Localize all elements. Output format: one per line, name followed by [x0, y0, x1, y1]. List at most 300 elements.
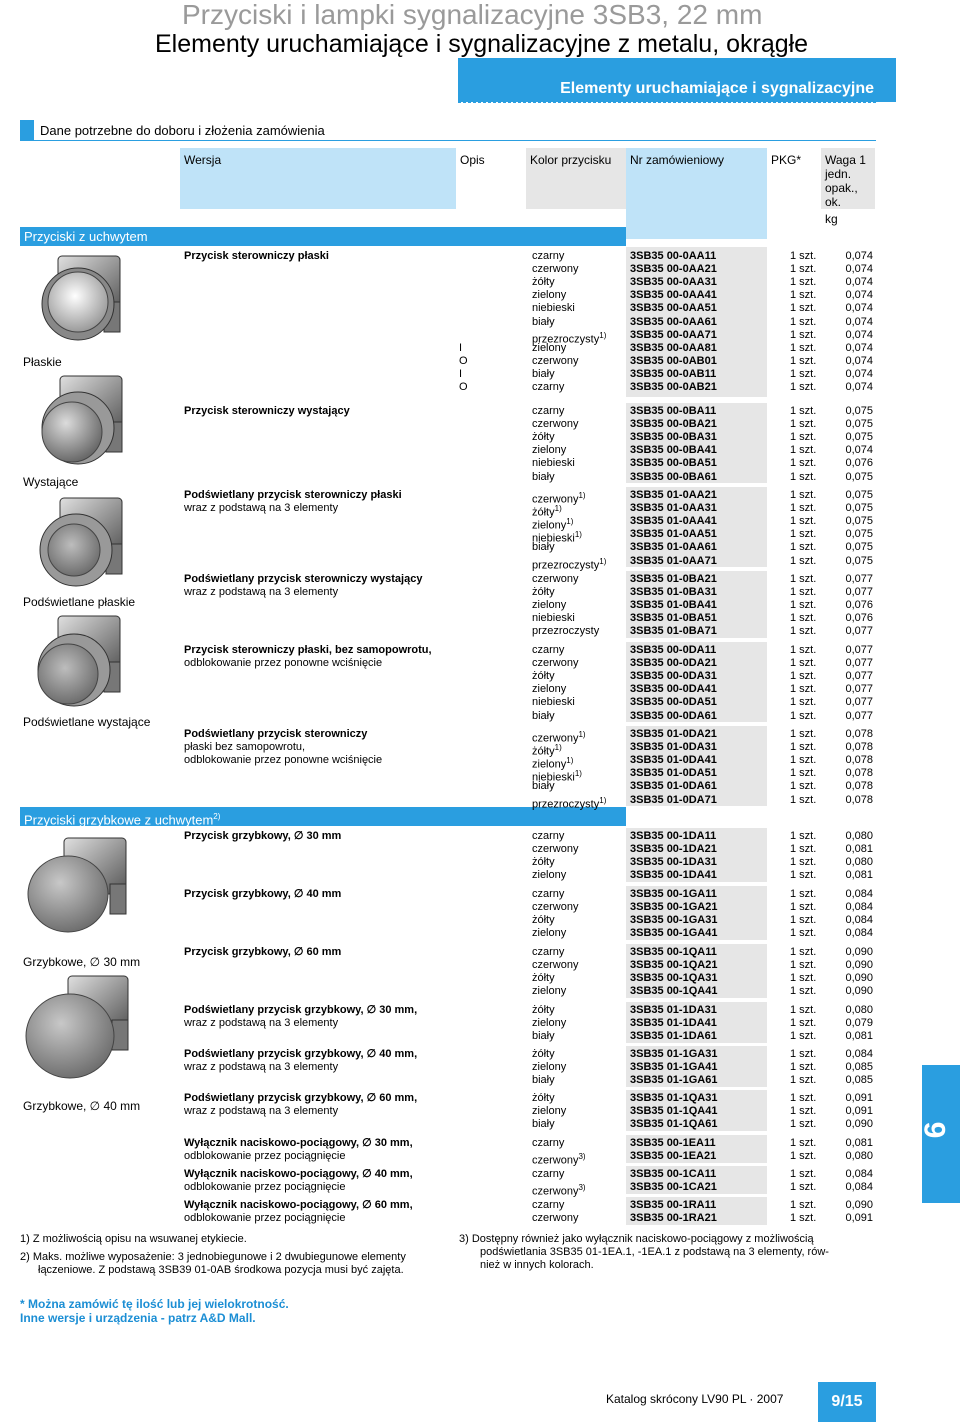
row-description: wraz z podstawą na 3 elementy: [184, 1061, 339, 1074]
row-pkg: 1 szt.: [790, 1181, 817, 1194]
row-pkg: 1 szt.: [790, 683, 817, 696]
row-pkg: 1 szt.: [790, 830, 817, 842]
table-row: [0, 1199, 960, 1212]
row-description: Podświetlany przycisk grzybkowy, ∅ 30 mm,: [184, 1004, 418, 1016]
row-pkg: 1 szt.: [790, 972, 817, 985]
page-number: 9/15: [818, 1382, 876, 1422]
row-weight: 0,090: [845, 972, 873, 985]
row-order-number: 3SB35 00-0BA61: [630, 470, 717, 483]
row-color: niebieski: [532, 612, 575, 625]
nr-col-header-fill: [626, 209, 767, 239]
row-order-number: 3SB35 01-1DA31: [630, 1004, 717, 1016]
row-order-number: 3SB35 01-1QA61: [630, 1118, 718, 1131]
row-color-footnote: 3): [578, 1183, 586, 1193]
row-color-footnote: 1): [554, 504, 562, 514]
row-pkg: 1 szt.: [790, 901, 817, 914]
chapter-tab: [917, 1065, 960, 1203]
row-pkg: 1 szt.: [790, 612, 817, 625]
row-weight: 0,077: [845, 696, 873, 709]
table-row: [0, 612, 960, 625]
row-description: Przycisk grzybkowy, ∅ 40 mm: [184, 888, 342, 900]
row-color: czarny: [532, 644, 565, 656]
row-pkg: 1 szt.: [790, 767, 817, 780]
row-pkg: 1 szt.: [790, 1150, 817, 1163]
table-row: [0, 1048, 960, 1061]
row-color: biały: [532, 367, 555, 380]
row-color: czarny: [532, 946, 565, 958]
row-pkg: 1 szt.: [790, 381, 817, 393]
table-row: [0, 355, 960, 368]
row-color: biały: [532, 780, 555, 793]
row-order-number: 3SB35 01-0DA31: [630, 741, 717, 754]
row-order-number: 3SB35 00-0BA31: [630, 431, 717, 444]
row-pkg: 1 szt.: [790, 418, 817, 431]
row-color: żółty: [532, 1048, 555, 1060]
row-order-number: 3SB35 01-1GA61: [630, 1074, 718, 1087]
row-order-number: 3SB35 00-0AA71: [630, 328, 717, 341]
table-row: [0, 1092, 960, 1105]
row-weight: 0,090: [845, 946, 873, 958]
row-weight: 0,077: [845, 709, 873, 722]
row-pkg: 1 szt.: [790, 754, 817, 767]
row-description: wraz z podstawą na 3 elementy: [184, 1017, 339, 1030]
row-order-number: 3SB35 00-0AA61: [630, 315, 717, 328]
row-order-number: 3SB35 00-0AA51: [630, 302, 717, 315]
row-weight: 0,081: [845, 1030, 873, 1043]
table-row: [0, 644, 960, 657]
table-row: [0, 670, 960, 683]
row-pkg: 1 szt.: [790, 1017, 817, 1030]
table-row: [0, 418, 960, 431]
chapter-banner-label: Elementy uruchamiające i sygnalizacyjne: [560, 80, 874, 97]
row-color-label: czerwony: [532, 1185, 579, 1198]
row-color: zielony: [532, 683, 567, 696]
row-order-number: 3SB35 00-1DA41: [630, 869, 717, 882]
row-color: żółty: [532, 1092, 555, 1104]
table-row: [0, 586, 960, 599]
row-pkg: 1 szt.: [790, 444, 817, 457]
row-weight: 0,080: [845, 856, 873, 869]
row-color: czerwony: [532, 657, 579, 670]
row-pkg: 1 szt.: [790, 263, 817, 276]
table-row: [0, 793, 960, 811]
col-header-waga-unit: kg: [825, 212, 838, 226]
page-title: Elementy uruchamiające i sygnalizacyjne z metalu, okrągłe: [155, 30, 809, 58]
table-row: [0, 843, 960, 856]
table-row: [0, 444, 960, 457]
row-weight: 0,075: [845, 418, 873, 431]
row-weight: 0,074: [845, 302, 873, 315]
table-row: [0, 914, 960, 927]
table-row: [0, 328, 960, 346]
row-pkg: 1 szt.: [790, 573, 817, 585]
row-weight: 0,081: [845, 869, 873, 882]
category-grzybkowe-label: Przyciski grzybkowe z uchwytem: [24, 812, 214, 828]
row-order-number: 3SB35 01-1GA41: [630, 1061, 718, 1074]
table-row: [0, 985, 960, 998]
row-order-number: 3SB35 00-0AA41: [630, 289, 717, 302]
row-color: [532, 1150, 586, 1168]
row-color: czarny: [532, 1137, 565, 1149]
table-row: [0, 289, 960, 302]
row-order-number: 3SB35 00-1GA31: [630, 914, 718, 927]
row-order-number: 3SB35 00-0BA11: [630, 405, 717, 417]
row-order-number: 3SB35 00-0AA21: [630, 263, 717, 276]
table-row: [0, 554, 960, 572]
row-weight: 0,074: [845, 367, 873, 380]
banner-rule: [458, 102, 876, 103]
order-note-line1: * Można zamówić tę ilość lub jej wielokrotność.: [20, 1297, 289, 1311]
row-pkg: 1 szt.: [790, 657, 817, 670]
table-row: [0, 381, 960, 394]
row-color: biały: [532, 315, 555, 328]
row-color: czarny: [532, 381, 565, 393]
table-row: [0, 901, 960, 914]
row-pkg: 1 szt.: [790, 528, 817, 541]
section-marker: [20, 120, 34, 140]
row-pkg: 1 szt.: [790, 1074, 817, 1087]
row-description: Podświetlany przycisk sterowniczy wystający: [184, 573, 423, 585]
row-order-number: 3SB35 00-1DA21: [630, 843, 717, 856]
row-color: czerwony: [532, 263, 579, 276]
row-color-footnote: 1): [574, 769, 582, 779]
table-row: [0, 1212, 960, 1225]
row-order-number: 3SB35 00-0AA31: [630, 276, 717, 289]
table-row: [0, 263, 960, 276]
row-order-number: 3SB35 00-1EA11: [630, 1137, 716, 1149]
row-weight: 0,077: [845, 670, 873, 683]
row-weight: 0,075: [845, 489, 873, 501]
row-order-number: 3SB35 00-0DA41: [630, 683, 717, 696]
row-color: zielony: [532, 985, 567, 998]
row-weight: 0,075: [845, 502, 873, 515]
row-pkg: 1 szt.: [790, 696, 817, 709]
row-weight: 0,077: [845, 573, 873, 585]
table-row: [0, 710, 960, 723]
row-color: zielony: [532, 1017, 567, 1030]
row-weight: 0,079: [845, 1017, 873, 1030]
row-order-number: 3SB35 01-1DA41: [630, 1017, 717, 1030]
side-label-plaskie: Płaskie: [23, 355, 62, 369]
row-pkg: 1 szt.: [790, 470, 817, 483]
row-description: Przycisk grzybkowy, ∅ 30 mm: [184, 830, 342, 842]
table-row: [0, 405, 960, 418]
row-order-number: 3SB35 00-1QA31: [630, 972, 718, 985]
row-color: czerwony: [532, 573, 579, 585]
row-color-label: żółty: [532, 745, 555, 758]
row-order-number: 3SB35 01-0DA21: [630, 728, 717, 740]
row-color-label: zielony: [532, 519, 567, 532]
page-title-grey: Przyciski i lampki sygnalizacyjne 3SB3, 22 mm: [182, 0, 763, 30]
row-color: żółty: [532, 586, 555, 599]
row-order-number: 3SB35 01-1DA61: [630, 1030, 717, 1043]
row-order-number: 3SB35 01-1QA41: [630, 1105, 718, 1118]
row-description: odblokowanie przez ponowne wciśnięcie: [184, 657, 383, 670]
table-row: [0, 741, 960, 758]
row-description: Podświetlany przycisk grzybkowy, ∅ 40 mm,: [184, 1048, 418, 1060]
row-order-number: 3SB35 00-1EA21: [630, 1150, 717, 1163]
row-color: niebieski: [532, 302, 575, 315]
row-weight: 0,080: [845, 1150, 873, 1163]
row-weight: 0,075: [845, 528, 873, 541]
row-weight: 0,076: [845, 599, 873, 612]
row-color: czarny: [532, 1199, 565, 1211]
row-color: czerwony: [532, 418, 579, 431]
table-row: [0, 302, 960, 315]
col-header-kolor: Kolor przycisku: [526, 148, 626, 209]
row-order-number: 3SB35 00-0AA11: [630, 250, 717, 262]
row-pkg: 1 szt.: [790, 959, 817, 972]
row-order-number: 3SB35 00-1CA11: [630, 1168, 717, 1180]
table-row: [0, 625, 960, 638]
row-pkg: 1 szt.: [790, 1048, 817, 1060]
row-pkg: 1 szt.: [790, 1168, 817, 1180]
footnote-3-cont2: nież w innych kolorach.: [480, 1259, 594, 1271]
row-color-footnote: 3): [578, 1152, 586, 1162]
row-opis: I: [459, 341, 463, 354]
row-order-number: 3SB35 00-1QA21: [630, 959, 718, 972]
row-color: zielony: [532, 599, 567, 612]
row-color: czerwony: [532, 354, 579, 367]
row-order-number: 3SB35 00-0BA21: [630, 418, 717, 431]
row-color: zielony: [532, 1105, 567, 1118]
table-row: [0, 368, 960, 381]
table-row: [0, 431, 960, 444]
row-color-footnote: 1): [578, 491, 586, 500]
order-note: [20, 1297, 289, 1325]
row-weight: 0,084: [845, 1048, 873, 1060]
row-color-footnote: 1): [578, 730, 586, 739]
row-weight: 0,076: [845, 612, 873, 625]
row-weight: 0,078: [845, 767, 873, 780]
row-order-number: 3SB35 01-0AA21: [630, 489, 717, 501]
col-header-opis: Opis: [460, 153, 485, 167]
row-pkg: 1 szt.: [790, 554, 817, 567]
table-row: [0, 696, 960, 709]
col-header-wersja: Wersja: [180, 148, 456, 209]
row-weight: 0,075: [845, 515, 873, 528]
row-pkg: 1 szt.: [790, 489, 817, 501]
row-pkg: 1 szt.: [790, 780, 817, 793]
row-color-footnote: 1): [554, 743, 562, 753]
col-header-waga-label: Waga 1 jedn. opak., ok.: [825, 153, 866, 209]
row-order-number: 3SB35 01-0BA41: [630, 599, 717, 612]
row-weight: 0,077: [845, 644, 873, 656]
row-weight: 0,074: [845, 341, 873, 354]
row-pkg: 1 szt.: [790, 1105, 817, 1118]
row-weight: 0,084: [845, 1181, 873, 1194]
row-description: Wyłącznik naciskowo-pociągowy, ∅ 40 mm,: [184, 1168, 413, 1180]
row-pkg: 1 szt.: [790, 457, 817, 470]
row-color-label: przezroczysty: [532, 333, 600, 346]
row-color-label: czerwony: [532, 1154, 579, 1167]
row-color-footnote: 1): [566, 517, 574, 527]
table-row: [0, 946, 960, 959]
row-pkg: 1 szt.: [790, 541, 817, 554]
side-label-podswietlane-wystajace: Podświetlane wystające: [23, 715, 151, 729]
row-order-number: 3SB35 00-0DA31: [630, 670, 717, 683]
table-row: [0, 869, 960, 882]
row-weight: 0,078: [845, 741, 873, 754]
row-color: biały: [532, 541, 555, 554]
row-weight: 0,091: [845, 1092, 873, 1104]
row-order-number: 3SB35 00-1CA21: [630, 1181, 717, 1194]
section-header: [20, 120, 876, 141]
row-description: Podświetlany przycisk grzybkowy, ∅ 60 mm,: [184, 1092, 418, 1104]
row-color-label: zielony: [532, 758, 567, 771]
row-weight: 0,080: [845, 830, 873, 842]
side-label-podswietlane-plaskie: Podświetlane płaskie: [23, 595, 136, 609]
row-pkg: 1 szt.: [790, 1212, 817, 1225]
row-pkg: 1 szt.: [790, 927, 817, 940]
row-pkg: 1 szt.: [790, 367, 817, 380]
row-color: [532, 794, 606, 812]
table-row: [0, 515, 960, 532]
row-color: [532, 555, 606, 573]
row-pkg: 1 szt.: [790, 914, 817, 927]
row-color: czerwony: [532, 901, 579, 914]
row-weight: 0,085: [845, 1061, 873, 1074]
row-description: wraz z podstawą na 3 elementy: [184, 502, 339, 515]
row-pkg: 1 szt.: [790, 302, 817, 315]
row-pkg: 1 szt.: [790, 625, 817, 638]
row-order-number: 3SB35 00-0DA61: [630, 709, 717, 722]
row-order-number: 3SB35 00-1GA41: [630, 927, 718, 940]
row-description: Przycisk sterowniczy płaski: [184, 250, 329, 262]
table-row: [0, 276, 960, 289]
row-color-label: czerwony: [532, 732, 579, 745]
table-row: [0, 754, 960, 771]
row-weight: 0,084: [845, 888, 873, 900]
row-pkg: 1 szt.: [790, 709, 817, 722]
chapter-tab-number: 9: [917, 1121, 951, 1139]
catalog-footer: Katalog skrócony LV90 PL · 2007: [606, 1392, 784, 1406]
row-pkg: 1 szt.: [790, 985, 817, 998]
row-pkg: 1 szt.: [790, 1030, 817, 1043]
row-weight: 0,077: [845, 586, 873, 599]
table-row: [0, 471, 960, 484]
table-row: [0, 250, 960, 263]
row-color-footnote: 1): [599, 556, 607, 566]
row-pkg: 1 szt.: [790, 644, 817, 656]
row-color: żółty: [532, 972, 555, 985]
row-pkg: 1 szt.: [790, 341, 817, 354]
row-pkg: 1 szt.: [790, 276, 817, 289]
row-weight: 0,074: [845, 444, 873, 457]
row-weight: 0,075: [845, 470, 873, 483]
row-description: wraz z podstawą na 3 elementy: [184, 1105, 339, 1118]
row-weight: 0,078: [845, 780, 873, 793]
row-weight: 0,077: [845, 625, 873, 638]
row-weight: 0,074: [845, 354, 873, 367]
row-weight: 0,074: [845, 276, 873, 289]
row-color: żółty: [532, 276, 555, 289]
row-order-number: 3SB35 01-0AA41: [630, 515, 717, 528]
row-order-number: 3SB35 01-1GA31: [630, 1048, 718, 1060]
row-color: zielony: [532, 927, 567, 940]
row-order-number: 3SB35 01-0BA51: [630, 612, 717, 625]
row-color: czerwony: [532, 843, 579, 856]
row-order-number: 3SB35 01-0DA71: [630, 793, 717, 806]
row-weight: 0,074: [845, 315, 873, 328]
row-description: Podświetlany przycisk sterowniczy: [184, 728, 368, 740]
table-row: [0, 1168, 960, 1181]
row-weight: 0,078: [845, 793, 873, 806]
row-color: zielony: [532, 444, 567, 457]
row-order-number: 3SB35 01-0AA31: [630, 502, 717, 515]
row-pkg: 1 szt.: [790, 502, 817, 515]
row-opis: I: [459, 367, 463, 380]
row-order-number: 3SB35 01-0BA21: [630, 573, 717, 585]
row-color: zielony: [532, 341, 567, 354]
section-title: Dane potrzebne do doboru i złożenia zamówienia: [40, 123, 325, 138]
row-color: biały: [532, 1030, 555, 1043]
row-color-footnote: 1): [599, 330, 607, 340]
col-header-waga: [821, 148, 875, 226]
row-pkg: 1 szt.: [790, 315, 817, 328]
row-color: [532, 1181, 586, 1199]
table-row: [0, 342, 960, 355]
table-row: [0, 1061, 960, 1074]
row-order-number: 3SB35 01-0AA51: [630, 528, 717, 541]
row-color-footnote: 1): [566, 756, 574, 766]
row-description: odblokowanie przez pociągnięcie: [184, 1150, 346, 1163]
row-color-label: przezroczysty: [532, 798, 600, 811]
table-row: [0, 657, 960, 670]
row-weight: 0,074: [845, 289, 873, 302]
row-color: zielony: [532, 289, 567, 302]
row-pkg: 1 szt.: [790, 431, 817, 444]
table-row: [0, 1105, 960, 1118]
row-pkg: 1 szt.: [790, 405, 817, 417]
table-row: [0, 1004, 960, 1017]
side-label-grzybkowe-30: Grzybkowe, ∅ 30 mm: [23, 955, 141, 969]
row-pkg: 1 szt.: [790, 599, 817, 612]
row-pkg: 1 szt.: [790, 1004, 817, 1016]
row-order-number: 3SB35 00-0AB21: [630, 381, 717, 393]
row-order-number: 3SB35 00-0DA21: [630, 657, 717, 670]
row-color: czarny: [532, 1168, 565, 1180]
row-description: płaski bez samopowrotu,: [184, 741, 306, 754]
row-pkg: 1 szt.: [790, 289, 817, 302]
row-weight: 0,075: [845, 405, 873, 417]
row-order-number: 3SB35 01-0AA61: [630, 541, 717, 554]
row-weight: 0,078: [845, 754, 873, 767]
row-color: czarny: [532, 250, 565, 262]
table-row: [0, 1137, 960, 1150]
footnote-2: 2) Maks. możliwe wyposażenie: 3 jednobiegunowe i 2 dwubiegunowe elementy: [20, 1251, 406, 1263]
row-pkg: 1 szt.: [790, 670, 817, 683]
row-description: Podświetlany przycisk sterowniczy płaski: [184, 489, 402, 501]
row-weight: 0,084: [845, 1168, 873, 1180]
row-color-label: niebieski: [532, 532, 575, 545]
table-row: [0, 541, 960, 554]
row-color: żółty: [532, 1004, 555, 1016]
row-color-footnote: 1): [599, 795, 607, 805]
row-color: biały: [532, 709, 555, 722]
row-description: odblokowanie przez pociągnięcie: [184, 1212, 346, 1225]
row-pkg: 1 szt.: [790, 1118, 817, 1131]
footnote-2-cont: łączeniowe. Z podstawą 3SB39 01-0AB środkowa pozycja musi być zajęta.: [38, 1264, 404, 1276]
row-weight: 0,074: [845, 381, 873, 393]
row-weight: 0,080: [845, 1004, 873, 1016]
row-pkg: 1 szt.: [790, 946, 817, 958]
row-pkg: 1 szt.: [790, 1137, 817, 1149]
row-weight: 0,077: [845, 683, 873, 696]
row-weight: 0,075: [845, 541, 873, 554]
table-row: [0, 502, 960, 519]
category-przyciski-z-uchwytem: Przyciski z uchwytem: [20, 227, 626, 246]
